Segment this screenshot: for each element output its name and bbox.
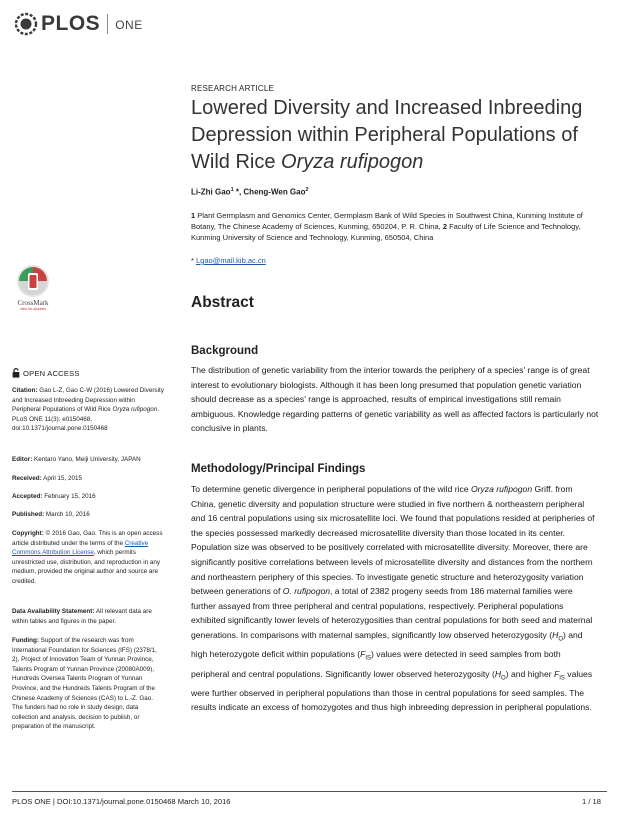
- funding-text: Support of the research was from International Foundation for Sciences (IFS) (2378/1, 2), Project of Innovation Team of Yunnan Province, Talents Program of Yunnan Province (20080A009), Hundreds Oversea Talents Program of Yunnan Province, and the Hundreds Talents Program of the Chinese Academy of Sciences (CAS) to L.-Z. Gao. The funders had no role in study design, data collection and analysis, decision to publish, or preparation of the manuscript.: [12, 637, 157, 731]
- journal-sub: ONE: [115, 18, 143, 32]
- editor-block: [12, 455, 164, 465]
- methods-species-1: Oryza rufipogon: [470, 484, 533, 494]
- background-heading: Background: [191, 345, 259, 357]
- editor-text: Kentaro Yano, Meiji University, JAPAN: [32, 456, 141, 463]
- accepted-block: [12, 492, 164, 502]
- methods-text-5: ) values were detected in seed samples from both peripheral and central populations. Significantly lower observed heterozygosity (: [191, 649, 561, 679]
- methods-text-3: , a total of 2382 progeny seeds from 186 maternal families were further assayed from three peripheral and central populations, respectively. Peripheral populations exhibited significantly lower levels of heterozygosities than central populations for both seed and maternal generations. In comparisons with maternal samples, significantly low observed heterozygosity (: [191, 586, 593, 640]
- logo-divider: [107, 14, 108, 34]
- symbol-ho: H: [552, 629, 559, 640]
- title-species: Oryza rufipogon: [281, 151, 424, 173]
- background-paragraph: The distribution of genetic variability from the interior towards the periphery of a species' range is of great interest to evolutionary biologists. Although it has been long presumed that population genetic variation should decrease as a species' range is approached, results of empirical investigations still remain ambiguous. Knowledge regarding patterns of genetic variability as well as affected factors is particularly not conclusive in plants.: [191, 365, 599, 434]
- open-access-label: OPEN ACCESS: [23, 368, 80, 378]
- page-number: 1 / 18: [582, 797, 601, 806]
- received-label: Received:: [12, 475, 42, 482]
- methods-text-4: ) and high heterozygote deficit within populations (: [191, 629, 583, 660]
- article-title: [191, 95, 601, 176]
- open-access-lock-icon: [12, 368, 20, 378]
- data-availability-text: All relevant data are within tables and figures in the paper.: [12, 608, 152, 625]
- author-2-name[interactable]: Cheng-Wen Gao: [243, 187, 306, 197]
- author-1-affil: 1: [230, 187, 234, 193]
- affil-2-text: Faculty of Life Science and Technology, Kunming University of Science and Technology, Kunming, 650504, China: [191, 222, 581, 242]
- author-2-affil: 2: [305, 187, 309, 193]
- symbol-fis-2: F: [553, 668, 560, 679]
- license-link[interactable]: Creative Commons Attribution License: [12, 539, 149, 557]
- copyright-text-2: , which permits unrestricted use, distribution, and reproduction in any medium, provided the original author and source are credited.: [12, 549, 161, 585]
- symbol-ho-sub: O: [558, 636, 563, 643]
- received-block: [12, 474, 164, 484]
- abstract-heading: Abstract: [191, 294, 254, 311]
- author-1-mark: *,: [233, 187, 244, 197]
- methods-species-2: O. rufipogon: [282, 586, 331, 597]
- copyright-text-1: © 2016 Gao, Gao. This is an open access article distributed under the terms of the: [12, 530, 163, 547]
- crossmark-icon: [16, 264, 50, 298]
- symbol-ho-2: H: [494, 668, 502, 679]
- published-label: Published:: [12, 511, 45, 518]
- journal-brand: PLOS: [41, 12, 101, 35]
- methods-paragraph: [191, 482, 599, 715]
- article-type: RESEARCH ARTICLE: [191, 84, 275, 93]
- footer-divider: [12, 791, 607, 792]
- copyright-label: Copyright:: [12, 530, 44, 537]
- plos-one-logo: [14, 12, 143, 36]
- published-date: March 10, 2016: [44, 511, 90, 518]
- citation-species: Oryza rufipogon: [112, 406, 158, 414]
- citation-label: Citation:: [12, 387, 38, 394]
- methods-text-2: Griff. from China, genetic diversity and population structure were studied in five northern & northeastern peripheral and 16 central populations using six microsatellite loci. We found that populations resided at peripheries of the species possessed markedly decreased microsatellite diversity than those located in its center. Population size was observed to be positively correlated with microsatellite diversity. Moreover, there are significantly positive correlations between levels of microsatellite diversity and distances from the northern and northeastern periphery of this species. To investigate genetic structure and heterozygosity variation between generations of: [191, 484, 595, 597]
- affil-1-text: Plant Germplasm and Genomics Center, Germplasm Bank of Wild Species in Southwest China, Kunming Institute of Botany, The Chinese Academy of Sciences, Kunming, 650204, P. R. China,: [191, 211, 583, 231]
- email-link[interactable]: Lgao@mail.kib.ac.cn: [196, 256, 266, 265]
- data-availability-label: Data Availability Statement:: [12, 608, 95, 615]
- citation-text-1: Gao L-Z, Gao C-W (2016) Lowered Diversity and Increased Inbreeding Depression within Peripheral Populations of Wild Rice: [12, 387, 164, 414]
- accepted-label: Accepted:: [12, 493, 43, 500]
- crossmark-label: CrossMark: [17, 299, 49, 307]
- email-mark: *: [191, 256, 197, 265]
- copyright-block: [12, 529, 164, 587]
- title-text: Lowered Diversity and Increased Inbreeding Depression within Peripheral Populations of Wild Rice: [191, 97, 583, 173]
- crossmark-badge[interactable]: [10, 264, 56, 311]
- citation-block: [12, 386, 164, 434]
- plos-logo-icon: [14, 12, 38, 36]
- crossmark-sublabel: click for updates: [20, 307, 46, 311]
- affil-1-number: 1: [191, 211, 196, 220]
- corresponding-email: [191, 256, 266, 265]
- editor-label: Editor:: [12, 456, 33, 463]
- funding-label: Funding:: [12, 637, 39, 644]
- methods-text-6: ) and higher: [505, 668, 554, 679]
- methods-heading: Methodology/Principal Findings: [191, 463, 366, 475]
- funding-block: [12, 636, 164, 732]
- author-list: [191, 187, 309, 197]
- author-1-name[interactable]: Li-Zhi Gao: [191, 187, 231, 197]
- symbol-fis-sub-2: IS: [559, 675, 565, 682]
- accepted-date: February 15, 2016: [42, 493, 96, 500]
- open-access-badge: [12, 368, 80, 378]
- affil-2-number: 2: [442, 222, 447, 231]
- methods-text-7: values were further observed in peripheral populations than those in central populations for seed samples. The results indicate an excess of homozygotes and thus high inbreeding depression in peripheral populations.: [191, 668, 593, 713]
- symbol-fis-sub: IS: [365, 655, 372, 662]
- footer-citation: PLOS ONE | DOI:10.1371/journal.pone.0150468 March 10, 2016: [12, 797, 231, 806]
- symbol-fis: F: [360, 649, 366, 660]
- published-block: [12, 510, 164, 520]
- received-date: April 15, 2015: [41, 475, 83, 482]
- symbol-ho-sub-2: O: [501, 675, 506, 682]
- affiliations: [191, 210, 596, 243]
- citation-text-2: . PLoS ONE 11(3): e0150468. doi:10.1371/journal.pone.0150468: [12, 406, 160, 433]
- methods-text-1: To determine genetic divergence in peripheral populations of the wild rice: [191, 484, 471, 494]
- data-availability-block: [12, 607, 164, 626]
